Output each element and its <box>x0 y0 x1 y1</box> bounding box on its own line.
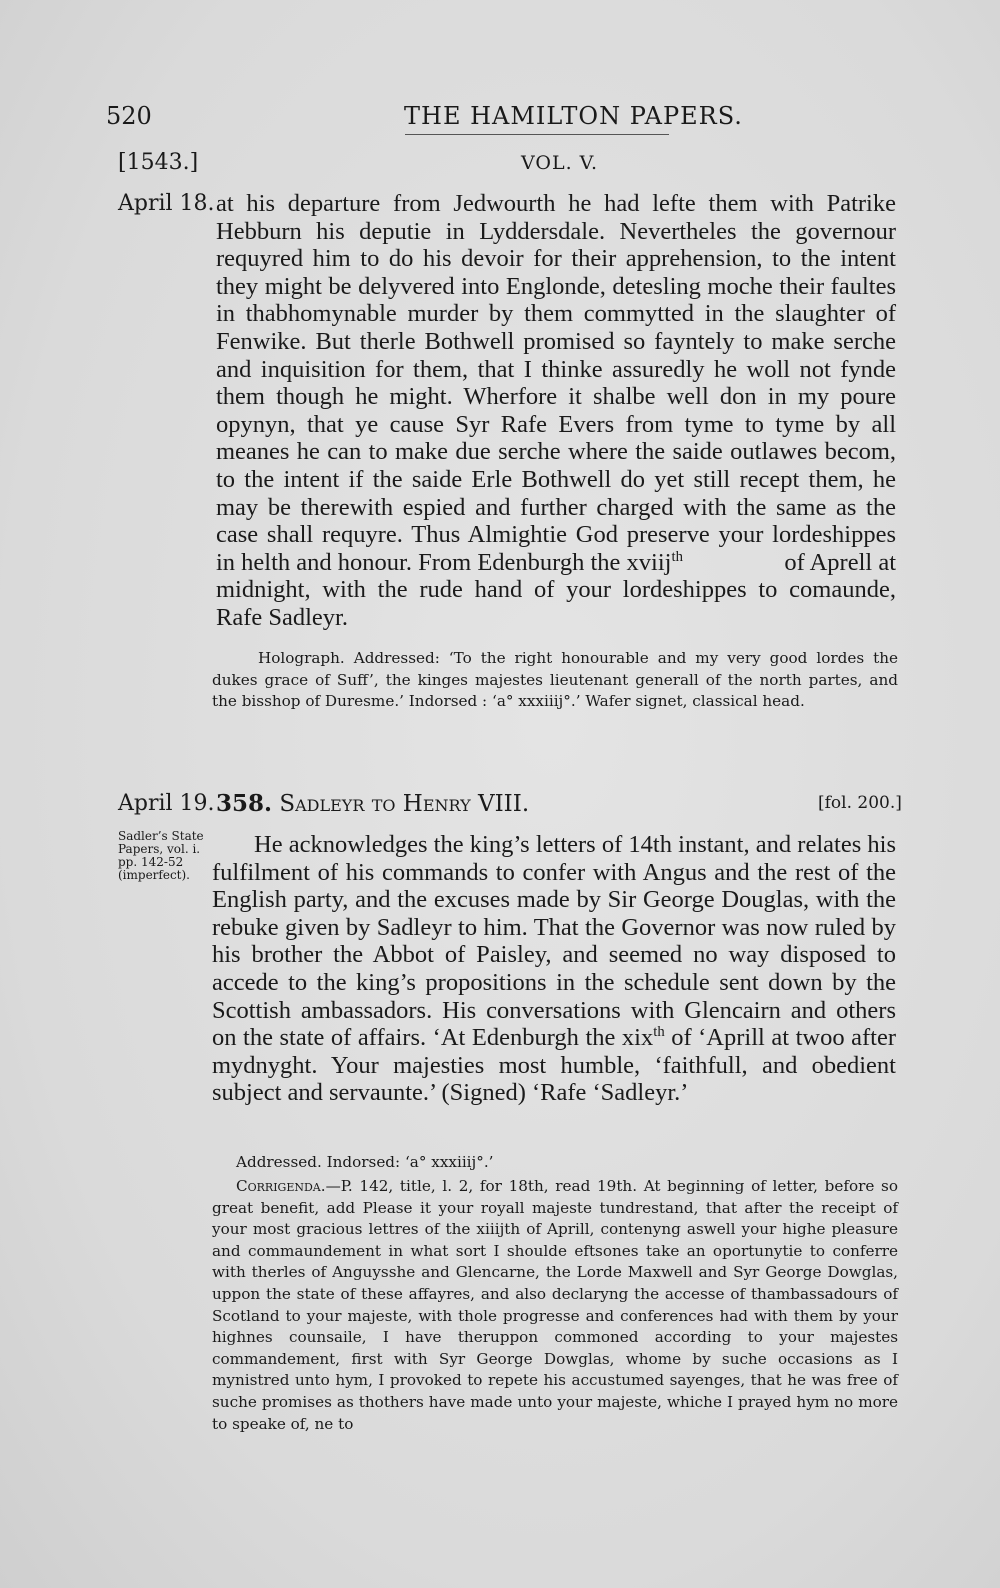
corrigenda-text: —P. 142, title, l. 2, for 18th, read 19th. At beginning of letter, before so great benefit, add Please it your royall majeste tundrestand, that after the receipt of your most gracious lettres of the xiiijth of Aprill, contenyng aswell your highe pleasure and commaundement in what sort I shoulde eftsones take an oportunytie to conferre with therles of Anguysshe and Glencarne, the Lorde Maxwell and Syr George Dowglas, uppon the state of these affayres, and also declaryng the accesse of thambassadours of Scotland to your majeste, with thole progresse and conferences had with them by your highnes counsaile, I have theruppon commoned according to your majestes commandement, first with Syr George Dowglas, whome by suche occasions as I mynistred unto hym, I provoked to repete his accustumed sayenges, that he was free of suche promises as thothers have made unto your majeste, whiche I prayed hym no more to speake of, ne to <box>212 1177 898 1433</box>
letter-title: Sadleyr to Henry VIII. <box>279 791 530 817</box>
text-line: midnight, with the rude hand of your lordeshippes to comaunde, <box>216 576 896 604</box>
title-rule <box>405 134 669 135</box>
text-line: meanes he can to make due serche where the saide outlawes becom, <box>216 438 896 466</box>
text-line: in thabhomynable murder by them commytted in the slaughter of <box>216 300 896 328</box>
year-marker: [1543.] <box>118 150 199 175</box>
text-line: they might be delyvered into Englonde, detesling moche their faultes <box>216 272 896 300</box>
letter-heading <box>216 790 529 817</box>
summary-text: of ‘Aprill at twoo after mydnyght. Your majesties most humble, ‘faithfull, and obedient subject and servaunte.’ (Signed) ‘Rafe ‘Sadleyr.’ <box>212 1024 896 1107</box>
text-line: opynyn, that ye cause Syr Rafe Evers from tyme to tyme by all <box>216 410 896 438</box>
side-note: Sadler’s State Papers, vol. i. pp. 142-52 (imperfect). <box>118 829 204 882</box>
margin-date-april-19: April 19. <box>118 791 215 816</box>
page-number: 520 <box>106 102 152 130</box>
letter-body <box>216 190 896 632</box>
text-fragment: in helth and honour. From Edenburgh the xviij <box>216 548 672 576</box>
text-line: Rafe Sadleyr. <box>216 603 348 631</box>
text-line <box>216 549 896 577</box>
letter-number: 358. <box>216 790 273 817</box>
address-note: Addressed. Indorsed: ‘a° xxxiiij°.’ <box>236 1153 494 1171</box>
volume-marker: VOL. V. <box>521 152 599 174</box>
letter-summary <box>212 831 896 1107</box>
text-line: Fenwike. But therle Bothwell promised so fayntely to make serche <box>216 327 896 355</box>
text-line: requyred him to do his devoir for their apprehension, to the intent <box>216 245 896 273</box>
margin-date-april-18: April 18. <box>118 191 215 216</box>
text-line: and inquisition for them, that I thinke assuredly he woll not fynde <box>216 355 896 383</box>
text-line: case shall requyre. Thus Almightie God preserve your lordeshippes <box>216 521 896 549</box>
folio-reference: [fol. 200.] <box>818 793 902 813</box>
holograph-note: Holograph. Addressed: ‘To the right honourable and my very good lordes the dukes grace of Suff’, the kinges majestes lieutenant generall of the north partes, and the bisshop of Duresme.’ Indorsed : ‘a° xxxiiij°.’ Wafer signet, classical head. <box>212 649 898 711</box>
text-line: Hebburn his deputie in Lyddersdale. Nevertheles the governour <box>216 217 896 245</box>
corrigenda-label: Corrigenda. <box>236 1177 326 1195</box>
summary-text: He acknowledges the king’s letters of 14th instant, and relates his fulfilment of his commands to confer with Angus and the rest of the English party, and the excuses made by Sir George Douglas, with the rebuke given by Sadleyr to him. That the Governor was now ruled by his brother the Abbot of Paisley, and seemed no way disposed to accede to the king’s propositions in the schedule sent down by the Scottish ambassadors. His conversations with Glencairn and others on the state of affairs. ‘At Edenburgh the xix <box>212 831 896 1052</box>
text-line: them though he might. Wherfore it shalbe well don in my poure <box>216 383 896 411</box>
text-line: may be therewith espied and further charged with the same as the <box>216 493 896 521</box>
text-line: to the intent if the saide Erle Bothwell do yet still recept them, he <box>216 465 896 493</box>
superscript: th <box>671 548 683 565</box>
superscript: th <box>653 1024 665 1040</box>
book-title: THE HAMILTON PAPERS. <box>404 102 743 130</box>
corrigenda <box>212 1176 898 1435</box>
running-head <box>0 92 1000 132</box>
text-line: at his departure from Jedwourth he had lefte them with Patrike <box>216 190 896 217</box>
text-fragment: of Aprell at <box>784 548 896 576</box>
